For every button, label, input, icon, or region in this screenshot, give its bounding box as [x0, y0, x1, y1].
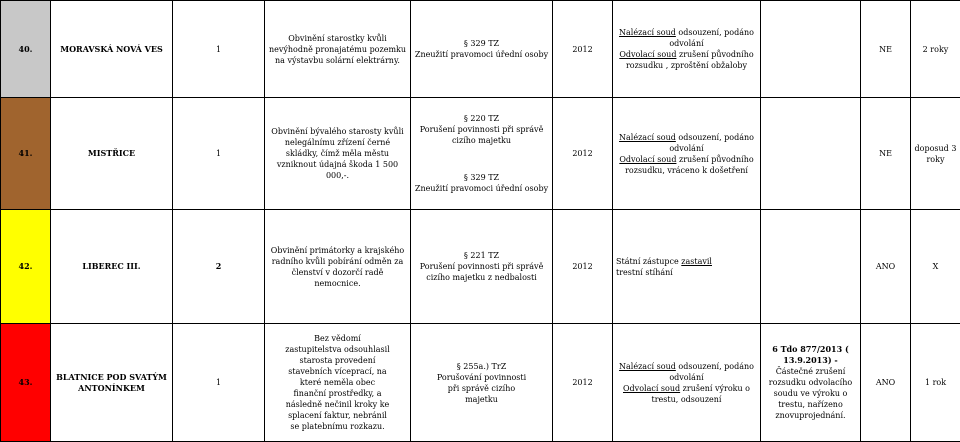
status-court-2: Odvolací soud — [623, 383, 681, 393]
year-cell: 2012 — [553, 324, 613, 442]
law-description: Porušování povinnosti při správě cizího majetku — [436, 372, 527, 404]
status-text-1: odsouzení, podáno odvolání — [669, 132, 754, 153]
appeal-cell — [761, 1, 861, 98]
municipality-cell: LIBEREC III. — [51, 210, 173, 324]
status-cell — [613, 324, 761, 442]
accusation-cell: Obvinění starostky kvůli nevýhodně pronajatému pozemku na výstavbu solární elektrárny. — [265, 1, 411, 98]
year-cell: 2012 — [553, 98, 613, 210]
count-cell: 1 — [173, 1, 265, 98]
law-cell — [411, 324, 553, 442]
accusation-cell: Obvinění bývalého starosty kvůli nelegálnímu zřízení černé skládky, čímž měla městu vzniknout údajná škoda 1 500 000,-. — [265, 98, 411, 210]
table-row — [1, 324, 960, 442]
sentence-cell: doposud 3 roky — [911, 98, 960, 210]
row-number-cell: 40. — [1, 1, 51, 98]
row-number-cell: 42. — [1, 210, 51, 324]
law-description: Porušení povinnosti při správě cizího majetku — [419, 125, 544, 145]
appeal-description: Částečné zrušení rozsudku odvolacího soudu ve výroku o trestu, nařízeno znovuprojednání. — [768, 367, 853, 420]
status-text-2: zrušení výroku o trestu, odsouzení — [651, 383, 750, 404]
appeal-cell — [761, 98, 861, 210]
appeal-cell — [761, 324, 861, 442]
status-court-2: Odvolací soud — [619, 154, 677, 164]
year-cell: 2012 — [553, 1, 613, 98]
municipality-cell: MORAVSKÁ NOVÁ VES — [51, 1, 173, 98]
municipality-cell: BLATNICE POD SVATÝM ANTONÍNKEM — [51, 324, 173, 442]
sentence-cell: 2 roky — [911, 1, 960, 98]
status-cell — [613, 1, 761, 98]
accusation-cell: Bez vědomí zastupitelstva odsouhlasil starosta provedení stavebních víceprací, na které neměla obec finanční prostředky, a následně nečinil kroky ke splacení faktur, nebránil se platebnímu rozkazu. — [265, 324, 411, 442]
law-cell — [411, 98, 553, 210]
flag-cell: NE — [861, 98, 911, 210]
law-paragraph: § 220 TZ — [463, 114, 500, 123]
table-row — [1, 210, 960, 324]
law-description: Zneužití pravomoci úřední osoby — [414, 50, 549, 59]
municipality-cell: MISTŘICE — [51, 98, 173, 210]
status-court-1: Nalézací soud — [619, 28, 676, 37]
status-cell — [613, 210, 761, 324]
sentence-cell: X — [911, 210, 960, 324]
law-description: Porušení povinnosti při správě cizího majetku z nedbalosti — [419, 262, 544, 282]
status-text-2: zrušení původního rozsudku, vráceno k došetření — [625, 154, 754, 175]
row-number-cell: 43. — [1, 324, 51, 442]
status-text-1: zastavil — [681, 256, 712, 266]
status-court-1: Státní zástupce — [616, 256, 679, 266]
row-number-cell: 41. — [1, 98, 51, 210]
status-text-2: zrušení původního rozsudku , zproštění obžaloby — [625, 50, 754, 70]
status-court-1: Nalézací soud — [619, 132, 676, 142]
law-paragraph: § 221 TZ — [463, 251, 500, 260]
count-cell: 1 — [173, 324, 265, 442]
appeal-cell — [761, 210, 861, 324]
table-row — [1, 1, 960, 98]
law-paragraph: § 255a.) TrZ — [456, 361, 507, 371]
status-text-2: trestní stíhání — [616, 267, 673, 277]
status-text-1: odsouzení, podáno odvolání — [669, 361, 754, 382]
flag-cell: ANO — [861, 324, 911, 442]
year-cell: 2012 — [553, 210, 613, 324]
status-court-1: Nalézací soud — [619, 361, 676, 371]
spacer — [414, 146, 549, 172]
law-paragraph: § 329 TZ — [463, 173, 500, 182]
flag-cell: NE — [861, 1, 911, 98]
table-row — [1, 98, 960, 210]
appeal-case-number: 6 Tdo 877/2013 ( 13.9.2013) - — [772, 344, 849, 365]
status-court-2: Odvolací soud — [619, 50, 677, 59]
sentence-cell: 1 rok — [911, 324, 960, 442]
law-cell — [411, 210, 553, 324]
law-paragraph: § 329 TZ — [463, 39, 500, 48]
flag-cell: ANO — [861, 210, 911, 324]
accusation-cell: Obvinění primátorky a krajského radního kvůli pobírání odměn za členství v dozorčí radě nemocnice. — [265, 210, 411, 324]
status-text-1: odsouzení, podáno odvolání — [669, 28, 754, 48]
count-cell: 2 — [173, 210, 265, 324]
law-cell — [411, 1, 553, 98]
count-cell: 1 — [173, 98, 265, 210]
law-description: Zneužití pravomoci úřední osoby — [414, 184, 549, 193]
status-cell — [613, 98, 761, 210]
